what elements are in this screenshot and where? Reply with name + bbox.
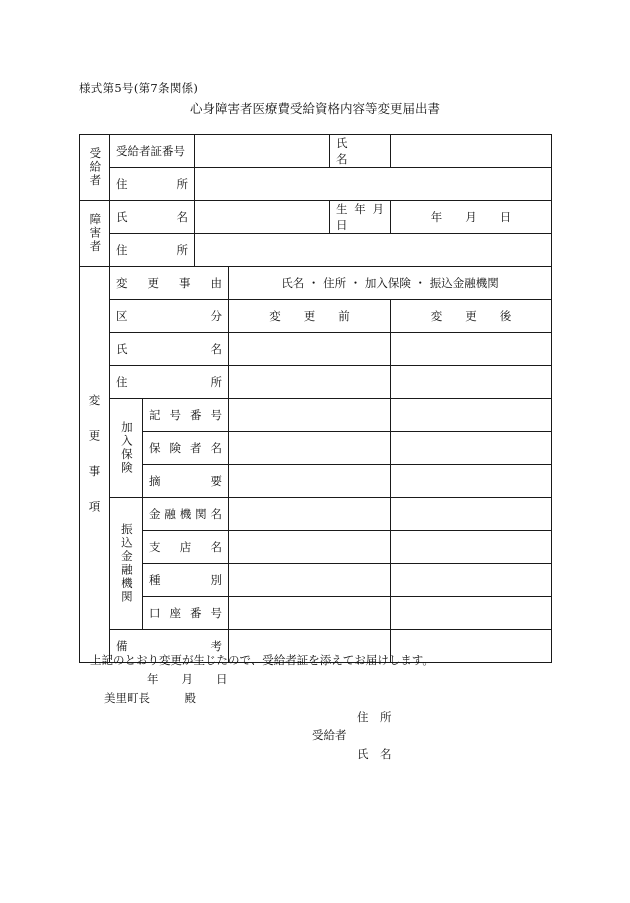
bank-group-label: 振込金融機関	[110, 498, 143, 630]
change-name-after[interactable]	[391, 333, 552, 366]
bank-row-before[interactable]	[229, 498, 391, 531]
bank-row-after[interactable]	[391, 597, 552, 630]
footer-addressee: 美里町長 殿	[104, 691, 196, 705]
form-title: 心身障害者医療費受給資格内容等変更届出書	[189, 101, 440, 116]
insurance-row-after[interactable]	[391, 432, 552, 465]
disabled-address-label: 住 所	[110, 234, 195, 267]
bank-row-after[interactable]	[391, 531, 552, 564]
insurance-row-label: 記 号 番 号	[143, 399, 229, 432]
recipient-name-field[interactable]	[391, 135, 552, 168]
insurance-row-before[interactable]	[229, 432, 391, 465]
remarks-label: 備 考	[110, 630, 229, 663]
insurance-group-label: 加入保険	[110, 399, 143, 498]
disabled-group-label: 障害者	[80, 201, 110, 267]
recipient-name-label: 氏 名	[330, 135, 391, 168]
bank-row-label: 口 座 番 号	[143, 597, 229, 630]
footer-name-label: 氏 名	[357, 747, 392, 761]
recipient-address-field[interactable]	[195, 168, 552, 201]
bank-row-after[interactable]	[391, 498, 552, 531]
change-name-before[interactable]	[229, 333, 391, 366]
bank-row-label: 金融機関名	[143, 498, 229, 531]
change-reason-options[interactable]: 氏名 ・ 住所 ・ 加入保険 ・ 振込金融機関	[229, 267, 552, 300]
bank-row-before[interactable]	[229, 531, 391, 564]
changes-group-label: 変更事項	[80, 267, 110, 663]
disabled-name-field[interactable]	[195, 201, 330, 234]
bank-row-label: 支 店 名	[143, 531, 229, 564]
insurance-row-after[interactable]	[391, 399, 552, 432]
before-label: 変 更 前	[229, 300, 391, 333]
birth-date-field[interactable]: 年 月 日	[391, 201, 552, 234]
category-label: 区 分	[110, 300, 229, 333]
insurance-row-after[interactable]	[391, 465, 552, 498]
insurance-row-label: 摘 要	[143, 465, 229, 498]
bank-row-after[interactable]	[391, 564, 552, 597]
footer-notice: 上記のとおり変更が生じたので、受給者証を添えてお届けします。	[90, 653, 434, 667]
insurance-row-before[interactable]	[229, 465, 391, 498]
change-address-label: 住 所	[110, 366, 229, 399]
footer-applicant-label: 受給者	[312, 728, 347, 742]
disabled-address-field[interactable]	[195, 234, 552, 267]
birth-date-label: 生 年 月 日	[330, 201, 391, 234]
change-address-before[interactable]	[229, 366, 391, 399]
disabled-name-label: 氏 名	[110, 201, 195, 234]
insurance-row-label: 保 険 者 名	[143, 432, 229, 465]
after-label: 変 更 後	[391, 300, 552, 333]
bank-row-label: 種 別	[143, 564, 229, 597]
form-number: 様式第5号(第7条関係)	[79, 81, 199, 95]
cert-number-field[interactable]	[195, 135, 330, 168]
footer-address-label: 住 所	[357, 710, 392, 724]
change-name-label: 氏 名	[110, 333, 229, 366]
recipient-group-label: 受給者	[80, 135, 110, 201]
bank-row-before[interactable]	[229, 564, 391, 597]
change-address-after[interactable]	[391, 366, 552, 399]
recipient-address-label: 住 所	[110, 168, 195, 201]
bank-row-before[interactable]	[229, 597, 391, 630]
form-table	[79, 134, 552, 663]
footer-date[interactable]: 年 月 日	[147, 672, 228, 686]
cert-number-label: 受給者証番号	[110, 135, 195, 168]
change-reason-label: 変 更 事 由	[110, 267, 229, 300]
insurance-row-before[interactable]	[229, 399, 391, 432]
